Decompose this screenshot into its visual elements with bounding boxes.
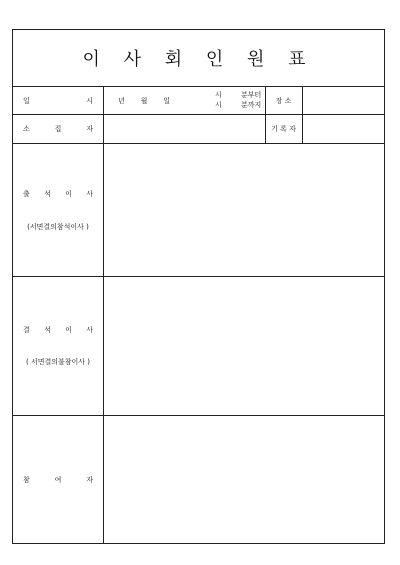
- participants-label-char: 참: [23, 476, 30, 484]
- participants-label: [23, 476, 93, 485]
- absent-label-char: 결: [23, 326, 30, 334]
- datetime-label-char: 시: [86, 97, 93, 105]
- attending-label-char: 사: [86, 190, 93, 198]
- attending-field[interactable]: [104, 144, 385, 276]
- end-minute-suffix: 분까지: [241, 101, 262, 109]
- participants-field[interactable]: [104, 416, 385, 544]
- day-mark: 일: [163, 97, 170, 105]
- absent-label-char: 사: [86, 326, 93, 334]
- attending-label: [23, 190, 93, 199]
- absent-label-char: 이: [65, 326, 72, 334]
- place-label: 장 소: [275, 97, 292, 105]
- place-field[interactable]: [303, 87, 385, 114]
- attending-sub-label: (서면결의참석이사 ): [27, 223, 89, 231]
- datetime-label: [23, 97, 93, 106]
- attending-label-char: 석: [44, 190, 51, 198]
- start-hour-mark: 시: [215, 91, 222, 99]
- absent-label: [23, 326, 93, 335]
- board-attendance-form: [12, 29, 385, 544]
- rule-value-column: [265, 86, 266, 143]
- end-hour-mark: 시: [215, 101, 222, 109]
- attending-label-char: 출: [23, 190, 30, 198]
- recorder-field[interactable]: [303, 115, 385, 143]
- participants-label-char: 여: [54, 476, 62, 484]
- convener-label-char: 자: [86, 125, 93, 133]
- convener-label: [23, 125, 93, 134]
- absent-label-char: 석: [44, 326, 51, 334]
- convener-field[interactable]: [104, 115, 265, 143]
- attending-label-char: 이: [65, 190, 72, 198]
- start-minute-suffix: 분부터: [241, 91, 262, 99]
- participants-label-char: 자: [86, 476, 93, 484]
- recorder-label: 기 록 자: [271, 125, 296, 133]
- convener-label-char: 소: [23, 125, 30, 133]
- year-mark: 년: [118, 97, 125, 105]
- datetime-label-char: 일: [23, 97, 30, 105]
- absent-sub-label: ( 서면결의불참이사 ): [25, 358, 90, 366]
- absent-field[interactable]: [104, 277, 385, 415]
- form-title: 이 사 회 인 원 표: [82, 49, 315, 70]
- convener-label-char: 집: [54, 125, 62, 133]
- date-fields[interactable]: [118, 97, 170, 106]
- month-mark: 월: [140, 97, 148, 105]
